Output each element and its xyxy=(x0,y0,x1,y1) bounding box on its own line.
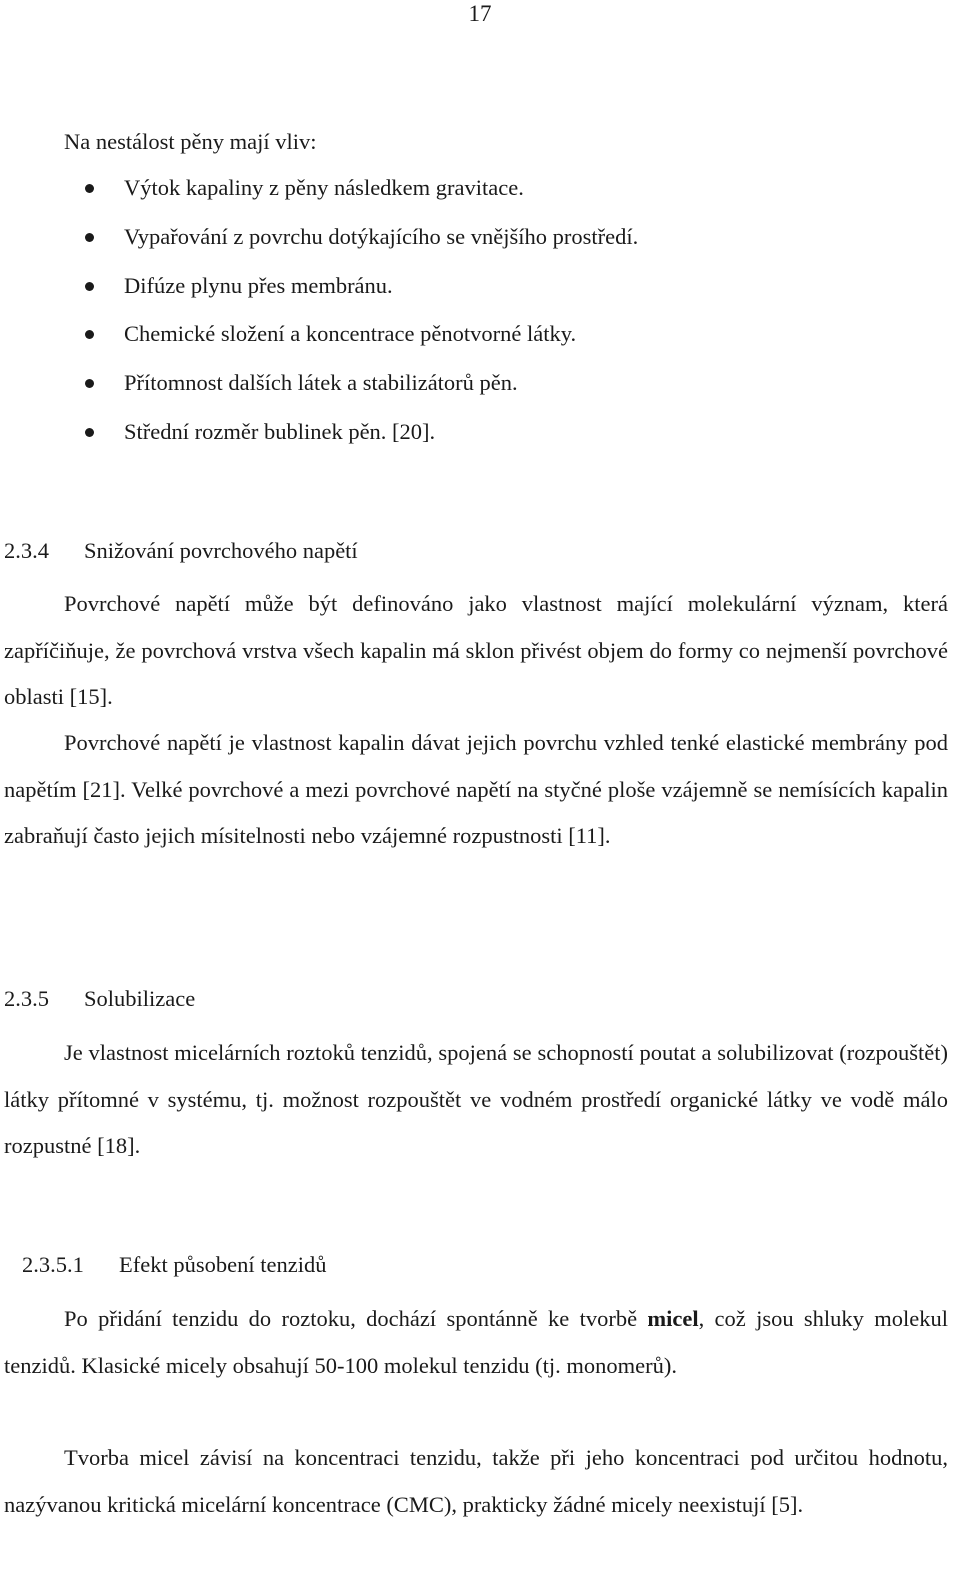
list-item-text: Chemické složení a koncentrace pěnotvorné látky. xyxy=(124,321,577,347)
paragraph-text: , což jsou shluky molekul tenzidů. Klasické micely obsahují 50-100 molekul tenzidu (tj. monomerů). xyxy=(4,1306,948,1378)
paragraph: Je vlastnost micelárních roztoků tenzidů, spojená se schopností poutat a solubilizovat (rozpouštět) látky přítomné v systému, tj. možnost rozpouštět ve vodném prostředí organické látky ve vodě málo rozpustné [18]. xyxy=(4,1040,948,1158)
section-heading-2-3-5-1 xyxy=(22,1250,326,1280)
list-item xyxy=(64,173,638,222)
list-item-text: Přítomnost dalších látek a stabilizátorů pěn. xyxy=(124,370,518,396)
list-item xyxy=(64,368,638,417)
bullet-icon xyxy=(85,233,94,242)
section-number: 2.3.5.1 xyxy=(22,1252,84,1277)
paragraph: Povrchové napětí může být definováno jako vlastnost mající molekulární význam, která zapříčiňuje, že povrchová vrstva všech kapalin má sklon přivést objem do formy co nejmenší povrchové oblasti [15]. xyxy=(4,591,948,709)
bullet-icon xyxy=(85,379,94,388)
list-item xyxy=(64,417,638,466)
bullet-icon xyxy=(85,428,94,437)
list-item-text: Vypařování z povrchu dotýkajícího se vnějšího prostředí. xyxy=(124,223,639,249)
paragraph xyxy=(4,1296,948,1389)
section-title: Solubilizace xyxy=(84,986,196,1011)
bullet-icon xyxy=(85,184,94,193)
section-number: 2.3.5 xyxy=(4,986,49,1011)
list-item-text: Difúze plynu přes membránu. xyxy=(124,272,393,298)
paragraph: Tvorba micel závisí na koncentraci tenzidu, takže při jeho koncentraci pod určitou hodnotu, nazývanou kritická micelární koncentrace (CMC), prakticky žádné micely neexistují [5]. xyxy=(4,1445,948,1517)
list-item-text: Výtok kapaliny z pěny následkem gravitace. xyxy=(124,175,524,200)
bullet-list xyxy=(64,173,638,466)
section-number: 2.3.4 xyxy=(4,538,49,563)
paragraph: Povrchové napětí je vlastnost kapalin dávat jejich povrchu vzhled tenké elastické membrány pod napětím [21]. Velké povrchové a mezi povrchové napětí na styčné ploše vzájemně se nemísících kapalin zabraňují často jejich mísitelnosti nebo vzájemné rozpustnosti [11]. xyxy=(4,730,948,848)
section-heading-2-3-4 xyxy=(4,536,358,566)
bold-term: micel xyxy=(647,1306,699,1331)
list-item xyxy=(64,222,638,271)
section-title: Snižování povrchového napětí xyxy=(84,538,358,563)
bullet-icon xyxy=(85,330,94,339)
list-item-text: Střední rozměr bublinek pěn. [20]. xyxy=(124,418,436,444)
list-item xyxy=(64,271,638,320)
section-heading-2-3-5 xyxy=(4,984,195,1014)
page-number: 17 xyxy=(468,1,492,26)
list-item xyxy=(64,319,638,368)
section-title: Efekt působení tenzidů xyxy=(119,1252,327,1277)
bullet-icon xyxy=(85,282,94,291)
intro-text: Na nestálost pěny mají vliv: xyxy=(64,129,317,154)
paragraph-text: Po přidání tenzidu do roztoku, dochází spontánně ke tvorbě xyxy=(64,1306,648,1331)
